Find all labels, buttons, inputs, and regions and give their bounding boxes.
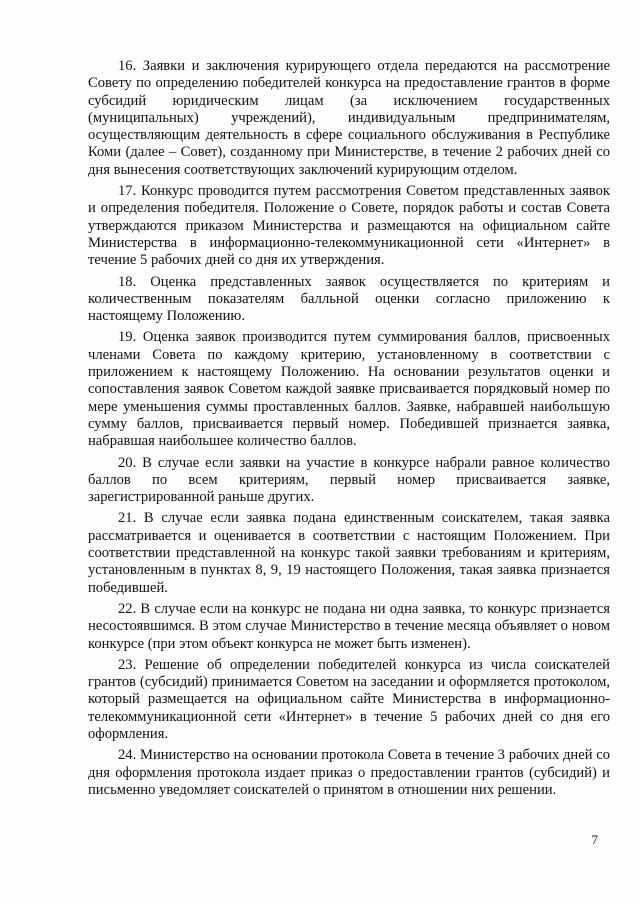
paragraph-24: 24. Министерство на основании протокола Совета в течение 3 рабочих дней со дня оформления протокола издает приказ о предоставлении грантов (субсидий) и письменно уведомляет соискателей о принятом в отношении них решении. — [88, 747, 610, 798]
paragraph-23: 23. Решение об определении победителей конкурса из числа соискателей грантов (субсидий) принимается Советом на заседании и оформляется протоколом, который размещается на официальном сайте Министерства в информационно-телекоммуникационной сети «Интернет» в течение 5 рабочих дней со дня его оформления. — [88, 656, 610, 742]
paragraph-19: 19. Оценка заявок производится путем суммирования баллов, присвоенных членами Совета по каждому критерию, установленному в соответствии с приложением к настоящему Положению. На основании результатов оценки и сопоставления заявок Советом каждой заявке присваивается порядковый номер по мере уменьшения суммы проставленных баллов. Заявке, набравшей наибольшую сумму баллов, присваивается первый номер. Победившей признается заявка, набравшая наибольшее количество баллов. — [88, 329, 610, 450]
paragraph-16: 16. Заявки и заключения курирующего отдела передаются на рассмотрение Совету по определению победителей конкурса на предоставление грантов в форме субсидий юридическим лицам (за исключением государственных (муниципальных) учреждений), индивидуальным предпринимателям, осуществляющим деятельность в сфере социального обслуживания в Республике Коми (далее – Совет), созданному при Министерстве, в течение 2 рабочих дней со дня вынесения соответствующих заключений курирующим отделом. — [88, 58, 610, 178]
document-body — [88, 58, 610, 803]
paragraph-18: 18. Оценка представленных заявок осуществляется по критериям и количественным показателям балльной оценки согласно приложению к настоящему Положению. — [88, 273, 610, 325]
paragraph-21: 21. В случае если заявка подана единственным соискателем, такая заявка рассматривается и оценивается в соответствии с настоящим Положением. При соответствии представленной на конкурс такой заявки требованиям и критериям, установленным в пунктах 8, 9, 19 настоящего Положения, такая заявка признается победившей. — [88, 510, 610, 596]
paragraph-22: 22. В случае если на конкурс не подана ни одна заявка, то конкурс признается несостоявшимся. В этом случае Министерство в течение месяца объявляет о новом конкурсе (при этом объект конкурса не может быть изменен). — [88, 600, 610, 652]
paragraph-20: 20. В случае если заявки на участие в конкурсе набрали равное количество баллов по всем критериям, первый номер присваивается заявке, зарегистрированной раньше других. — [88, 454, 610, 506]
page-number: 7 — [591, 832, 598, 847]
paragraph-17: 17. Конкурс проводится путем рассмотрения Советом представленных заявок и определения победителя. Положение о Совете, порядок работы и состав Совета утверждаются приказом Министерства и размещаются на официальном сайте Министерства в информационно-телекоммуникационной сети «Интернет» в течение 5 рабочих дней со дня их утверждения. — [88, 183, 610, 269]
